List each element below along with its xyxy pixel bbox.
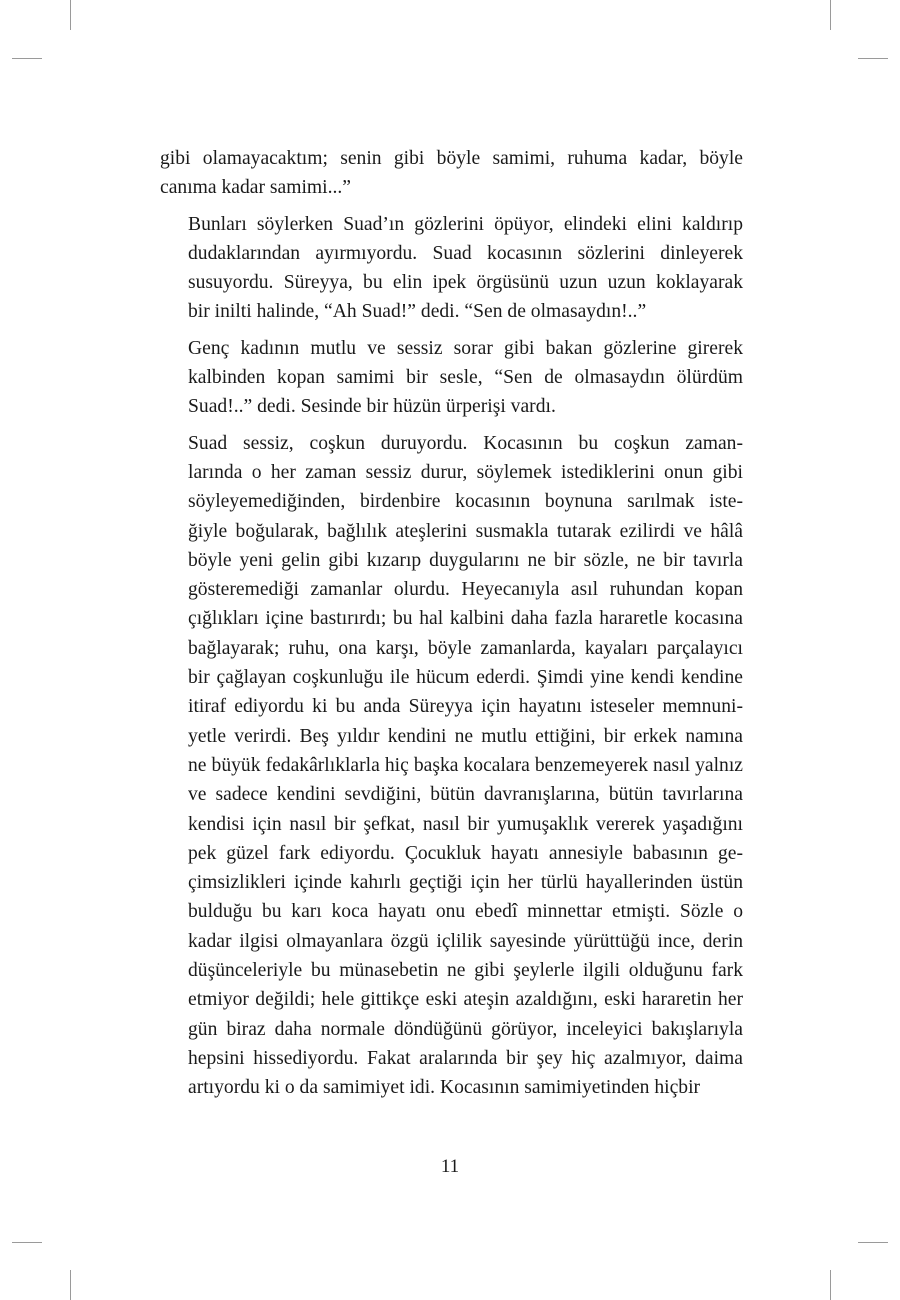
text-line: söyleyemediğinden, birdenbire kocasının boynuna sarılmak iste- — [188, 491, 743, 513]
crop-mark-right-bottom — [858, 1242, 888, 1243]
text-line: Bunları söylerken Suad’ın gözlerini öpüyor, elindeki elini kaldırıp — [188, 213, 743, 235]
text-line: susuyordu. Süreyya, bu elin ipek örgüsünü uzun uzun koklayarak — [188, 272, 743, 294]
text-line: larında o her zaman sessiz durur, söylemek istediklerini onun gibi — [188, 461, 743, 483]
page-number: 11 — [440, 1156, 460, 1177]
body-text — [160, 144, 743, 1103]
text-line: yetle verirdi. Beş yıldır kendini ne mutlu ettiğini, bir erkek namına — [188, 725, 743, 747]
crop-mark-left-top — [12, 58, 42, 59]
crop-mark-left-bottom — [12, 1242, 42, 1243]
text-line: kendisi için nasıl bir şefkat, nasıl bir yumuşaklık vererek yaşadığını — [188, 813, 743, 835]
text-line: ğiyle boğularak, bağlılık ateşlerini susmakla tutarak ezilirdi ve hâlâ — [188, 520, 743, 542]
paragraph — [160, 429, 743, 1103]
paragraph — [160, 210, 743, 327]
text-line: ve sadece kendini sevdiğini, bütün davranışlarına, bütün tavırlarına — [188, 784, 743, 806]
text-line: canıma kadar samimi...” — [160, 177, 351, 199]
paragraph — [160, 144, 743, 203]
text-line: bir inilti halinde, “Ah Suad!” dedi. “Sen de olmasaydın!..” — [188, 301, 647, 323]
text-line: düşünceleriyle bu münasebetin ne gibi şeylerle ilgili olduğunu fark — [188, 960, 743, 982]
text-line: gün biraz daha normale döndüğünü görüyor, inceleyici bakışlarıyla — [188, 1018, 743, 1040]
text-line: gibi olamayacaktım; senin gibi böyle samimi, ruhuma kadar, böyle — [160, 148, 743, 169]
crop-mark-bottom-right — [830, 1270, 831, 1300]
text-line: etmiyor değildi; hele gittikçe eski ateşin azaldığını, eski hararetin her — [188, 989, 743, 1011]
text-line: gösteremediği zamanlar olurdu. Heyecanıyla asıl ruhundan kopan — [188, 579, 743, 601]
text-line: bulduğu bu karı koca hayatı onu ebedî minnettar etmişti. Sözle o — [188, 901, 743, 923]
text-line: böyle yeni gelin gibi kızarıp duygularını ne bir sözle, ne bir tavırla — [188, 549, 743, 571]
text-line: artıyordu ki o da samimiyet idi. Kocasının samimiyetinden hiçbir — [188, 1077, 701, 1099]
text-line: çimsizlikleri içinde kahırlı geçtiği için her türlü hayallerinden üstün — [188, 872, 743, 894]
paragraph — [160, 334, 743, 422]
text-line: bağlayarak; ruhu, ona karşı, böyle zamanlarda, kayaları parçalayıcı — [188, 637, 743, 659]
text-line: pek güzel fark ediyordu. Çocukluk hayatı annesiyle babasının ge- — [188, 842, 743, 864]
text-line: çığlıkları içine bastırırdı; bu hal kalbini daha fazla hararetle kocasına — [188, 608, 743, 630]
text-line: hepsini hissediyordu. Fakat aralarında bir şey hiç azalmıyor, daima — [188, 1047, 743, 1069]
text-line: bir çağlayan coşkunluğu ile hücum ederdi. Şimdi yine kendi kendine — [188, 667, 743, 689]
text-line: itiraf ediyordu ki bu anda Süreyya için hayatını isteseler memnuni- — [188, 696, 743, 718]
crop-mark-top-left — [70, 0, 71, 30]
text-line: Genç kadının mutlu ve sessiz sorar gibi bakan gözlerine girerek — [188, 337, 743, 359]
text-line: ne büyük fedakârlıklarla hiç başka kocalara benzemeyerek nasıl yalnız — [188, 754, 743, 776]
crop-mark-bottom-left — [70, 1270, 71, 1300]
crop-mark-top-right — [830, 0, 831, 30]
crop-mark-right-top — [858, 58, 888, 59]
text-line: dudaklarından ayırmıyordu. Suad kocasının sözlerini dinleyerek — [188, 242, 743, 264]
text-line: kalbinden kopan samimi bir sesle, “Sen de olmasaydın ölürdüm — [188, 367, 743, 389]
text-line: kadar ilgisi olmayanlara özgü içlilik sayesinde yürüttüğü ince, derin — [188, 930, 743, 952]
text-line: Suad sessiz, coşkun duruyordu. Kocasının bu coşkun zaman- — [188, 432, 743, 454]
text-line: Suad!..” dedi. Sesinde bir hüzün ürperişi vardı. — [188, 396, 556, 418]
